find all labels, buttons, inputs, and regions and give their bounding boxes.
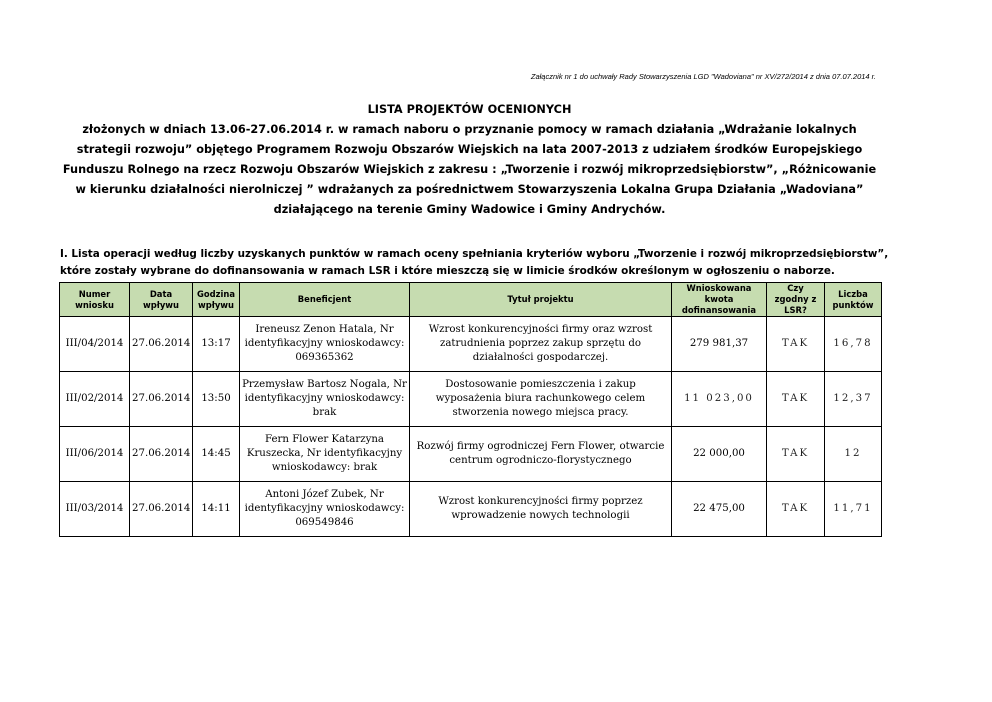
col-header-lsr: Czy zgodny z LSR? xyxy=(767,283,825,317)
cell-time: 13:17 xyxy=(193,317,240,372)
col-header-date: Data wpływu xyxy=(130,283,193,317)
annex-note: Załącznik nr 1 do uchwały Rady Stowarzyszenia LGD "Wadoviana" nr XV/272/2014 z dnia 07.07.2014 r. xyxy=(530,72,876,81)
cell-beneficiary: Antoni Józef Zubek, Nr identyfikacyjny wnioskodawcy: 069549846 xyxy=(240,482,410,537)
cell-date: 27.06.2014 xyxy=(130,317,193,372)
cell-project-title: Rozwój firmy ogrodniczej Fern Flower, otwarcie centrum ogrodniczo-florystycznego xyxy=(410,427,672,482)
cell-points: 11,71 xyxy=(825,482,882,537)
cell-amount: 22 475,00 xyxy=(672,482,767,537)
cell-amount: 279 981,37 xyxy=(672,317,767,372)
projects-table xyxy=(59,282,882,537)
cell-number: III/04/2014 xyxy=(60,317,130,372)
table-row xyxy=(60,427,882,482)
cell-points: 16,78 xyxy=(825,317,882,372)
cell-date: 27.06.2014 xyxy=(130,482,193,537)
cell-points: 12,37 xyxy=(825,372,882,427)
cell-date: 27.06.2014 xyxy=(130,372,193,427)
cell-lsr: TAK xyxy=(767,372,825,427)
cell-date: 27.06.2014 xyxy=(130,427,193,482)
cell-lsr: TAK xyxy=(767,317,825,372)
cell-project-title: Wzrost konkurencyjności firmy poprzez wprowadzenie nowych technologii xyxy=(410,482,672,537)
cell-amount: 22 000,00 xyxy=(672,427,767,482)
col-header-project-title: Tytuł projektu xyxy=(410,283,672,317)
cell-beneficiary: Ireneusz Zenon Hatala, Nr identyfikacyjny wnioskodawcy: 069365362 xyxy=(240,317,410,372)
col-header-time: Godzina wpływu xyxy=(193,283,240,317)
col-header-points: Liczba punktów xyxy=(825,283,882,317)
cell-time: 14:45 xyxy=(193,427,240,482)
col-header-beneficiary: Beneficjent xyxy=(240,283,410,317)
table-row xyxy=(60,372,882,427)
cell-number: III/02/2014 xyxy=(60,372,130,427)
section-heading: I. Lista operacji według liczby uzyskanych punktów w ramach oceny spełniania kryteriów wyboru „Tworzenie i rozwój mikroprzedsiębiorstw”, które zostały wybrane do dofinansowania w ramach LSR i które mieszczą się w limicie środków określonym w ogłoszeniu o naborze. xyxy=(60,248,889,277)
cell-project-title: Wzrost konkurencyjności firmy oraz wzrost zatrudnienia poprzez zakup sprzętu do działalności gospodarczej. xyxy=(410,317,672,372)
cell-project-title: Dostosowanie pomieszczenia i zakup wyposażenia biura rachunkowego celem stworzenia nowego miejsca pracy. xyxy=(410,372,672,427)
document-title: LISTA PROJEKTÓW OCENIONYCH xyxy=(367,103,572,116)
table-row xyxy=(60,317,882,372)
cell-time: 13:50 xyxy=(193,372,240,427)
table-row xyxy=(60,482,882,537)
cell-lsr: TAK xyxy=(767,427,825,482)
cell-amount: 11 023,00 xyxy=(672,372,767,427)
cell-beneficiary: Przemysław Bartosz Nogala, Nr identyfikacyjny wnioskodawcy: brak xyxy=(240,372,410,427)
col-header-amount: Wnioskowana kwota dofinansowania xyxy=(672,283,767,317)
cell-number: III/03/2014 xyxy=(60,482,130,537)
cell-time: 14:11 xyxy=(193,482,240,537)
document-subtitle: złożonych w dniach 13.06-27.06.2014 r. w ramach naboru o przyznanie pomocy w ramach działania „Wdrażanie lokalnych strategii rozwoju” objętego Programem Rozwoju Obszarów Wiejskich na lata 2007-2013 z udziałem środków Europejskiego Funduszu Rolnego na rzecz Rozwoju Obszarów Wiejskich z zakresu : „Tworzenie i rozwój mikroprzedsiębiorstw”, „Różnicowanie w kierunku działalności nierolniczej ” wdrażanych za pośrednictwem Stowarzyszenia Lokalna Grupa Działania „Wadoviana” działającego na terenie Gminy Wadowice i Gminy Andrychów. xyxy=(62,123,877,216)
col-header-number: Numer wniosku xyxy=(60,283,130,317)
cell-number: III/06/2014 xyxy=(60,427,130,482)
cell-lsr: TAK xyxy=(767,482,825,537)
document-header xyxy=(58,100,881,220)
table-header-row xyxy=(60,283,882,317)
cell-points: 12 xyxy=(825,427,882,482)
cell-beneficiary: Fern Flower Katarzyna Kruszecka, Nr identyfikacyjny wnioskodawcy: brak xyxy=(240,427,410,482)
